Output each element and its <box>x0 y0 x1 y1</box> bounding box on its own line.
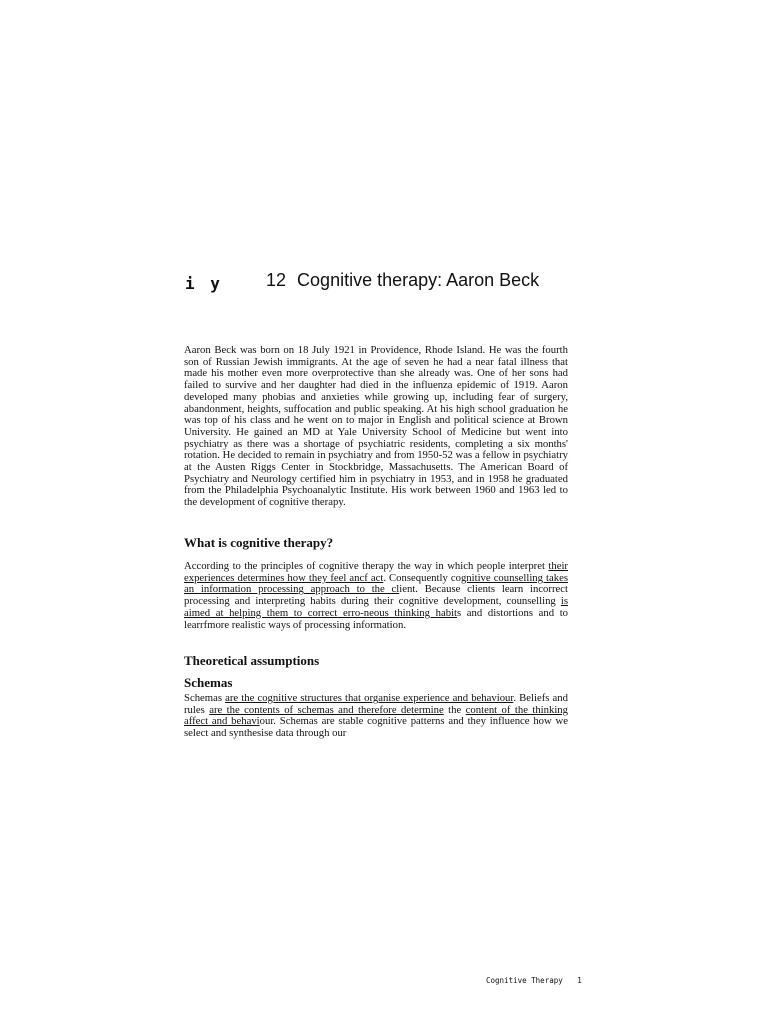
definition-paragraph <box>184 561 568 631</box>
page-footer <box>486 976 582 985</box>
intro-paragraph: Aaron Beck was born on 18 July 1921 in Providence, Rhode Island. He was the fourth son of Russian Jewish immigrants. At the age of seven he had a near fatal illness that made his mother even more overprotective than she already was. One of her sons had failed to survive and her daughter had died in the influenza epidemic of 1919. Aaron developed many phobias and anxieties while growing up, including fear of surgery, abandonment, heights, suffocation and public speaking. At his high school graduation he was top of his class and he went on to major in English and political science at Brown University. He gained an MD at Yale University School of Medicine but went into psychiatry as there was a shortage of psychiatric residents, completing a six months' rotation. He decided to remain in psychiatry and from 1950-52 was a fellow in psychiatry at the Austen Riggs Center in Stockbridge, Massachusetts. The American Board of Psychiatry and Neurology certified him in psychiatry in 1953, and in 1958 he graduated from the Philadelphia Psychoanalytic Institute. His work between 1960 and 1963 led to the development of cognitive therapy. <box>184 344 568 509</box>
text-run: . Beliefs and rules <box>184 692 568 716</box>
text-run: Schemas <box>184 692 226 704</box>
schemas-paragraph <box>184 693 568 740</box>
text-run: . Consequently co <box>383 571 461 584</box>
section-heading-what-is: What is cognitive therapy? <box>184 535 334 550</box>
underlined-text: is aimed at helping them to correct <box>184 595 568 619</box>
text-run: s and distortions and to learrfmore realistic ways of processing information. <box>184 606 569 631</box>
section-heading-theoretical-assumptions: Theoretical assumptions <box>184 653 320 668</box>
underlined-text: erro-neous thinking <box>337 606 436 619</box>
chapter-title <box>266 270 539 291</box>
subheading-schemas: Schemas <box>184 675 233 690</box>
chapter-number: 12 <box>266 270 287 290</box>
running-title: Cognitive Therapy <box>486 976 563 985</box>
text-run: our. Schemas are stable cognitive patterns and they influence how we select and synthesise data through our <box>184 715 569 740</box>
underlined-text: their experiences determines how they feel ancf act <box>184 560 568 584</box>
underlined-text: habit <box>435 606 458 619</box>
underlined-text: are the contents of schemas and therefore determine <box>209 703 444 716</box>
underlined-text: are the cognitive structures that organise experience and behaviour <box>225 692 514 704</box>
underlined-text: content of the thinking affect and behavi <box>184 703 568 728</box>
chapter-title-text: Cognitive therapy: Aaron Beck <box>297 270 540 290</box>
text-run: According to the principles of cognitive therapy the way in which people interpret <box>184 560 545 572</box>
text-run: ient. Because clients learn incorrect processing and interpreting habits during their cognitive development, counselling <box>184 583 568 608</box>
underlined-text: gnitive counsel <box>460 571 527 584</box>
text-run: the <box>443 703 466 716</box>
page-number: 1 <box>577 976 582 985</box>
underlined-text: ling takes an information processing approach to the cl <box>184 571 568 596</box>
chapter-mark: i y <box>185 274 223 293</box>
